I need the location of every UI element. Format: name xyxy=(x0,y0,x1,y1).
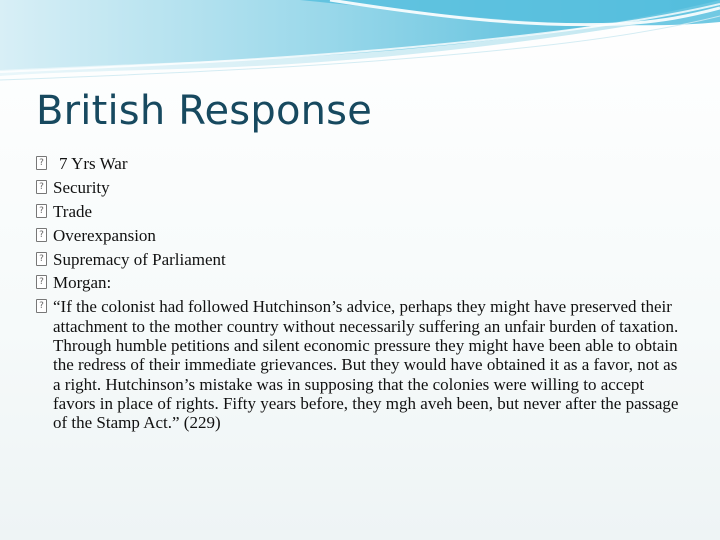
slide-title: British Response xyxy=(36,88,373,134)
bullet-item xyxy=(36,178,686,197)
bullet-text: Overexpansion xyxy=(53,225,156,245)
quote-bullet-item xyxy=(36,297,686,432)
bullet-item xyxy=(36,273,686,292)
bullet-text: Trade xyxy=(53,201,93,221)
header-wave-decoration xyxy=(0,0,720,90)
missing-glyph-bullet-icon: ? xyxy=(36,228,47,242)
missing-glyph-bullet-icon: ? xyxy=(36,156,47,170)
quote-text: “If the colonist had followed Hutchinson’s advice, perhaps they might have preserved their attachment to the mother country without necessarily suffering an unfair burden of taxation. Through humble petitions and silent economic pressure they might have been able to obtain the redress of their immediate grievances. But they would have obtained it as a favor, not as a right. Hutchinson’s mistake was in supposing that the colonies were willing to accept favors in place of rights. Fifty years before, they mgh aveh been, but never after the passage of the Stamp Act.” (229) xyxy=(53,297,679,433)
bullet-item xyxy=(36,226,686,245)
missing-glyph-bullet-icon: ? xyxy=(36,180,47,194)
bullet-text: Supremacy of Parliament xyxy=(53,249,226,269)
bullet-text: Morgan: xyxy=(53,273,112,293)
bullet-item xyxy=(36,202,686,221)
missing-glyph-bullet-icon: ? xyxy=(36,299,47,313)
missing-glyph-bullet-icon: ? xyxy=(36,252,47,266)
bullet-item xyxy=(36,250,686,269)
bullet-text: 7 Yrs War xyxy=(59,154,128,173)
missing-glyph-bullet-icon: ? xyxy=(36,275,47,289)
bullet-text: Security xyxy=(53,177,110,197)
missing-glyph-bullet-icon: ? xyxy=(36,204,47,218)
bullet-item xyxy=(36,154,686,173)
bullet-list xyxy=(36,154,686,432)
